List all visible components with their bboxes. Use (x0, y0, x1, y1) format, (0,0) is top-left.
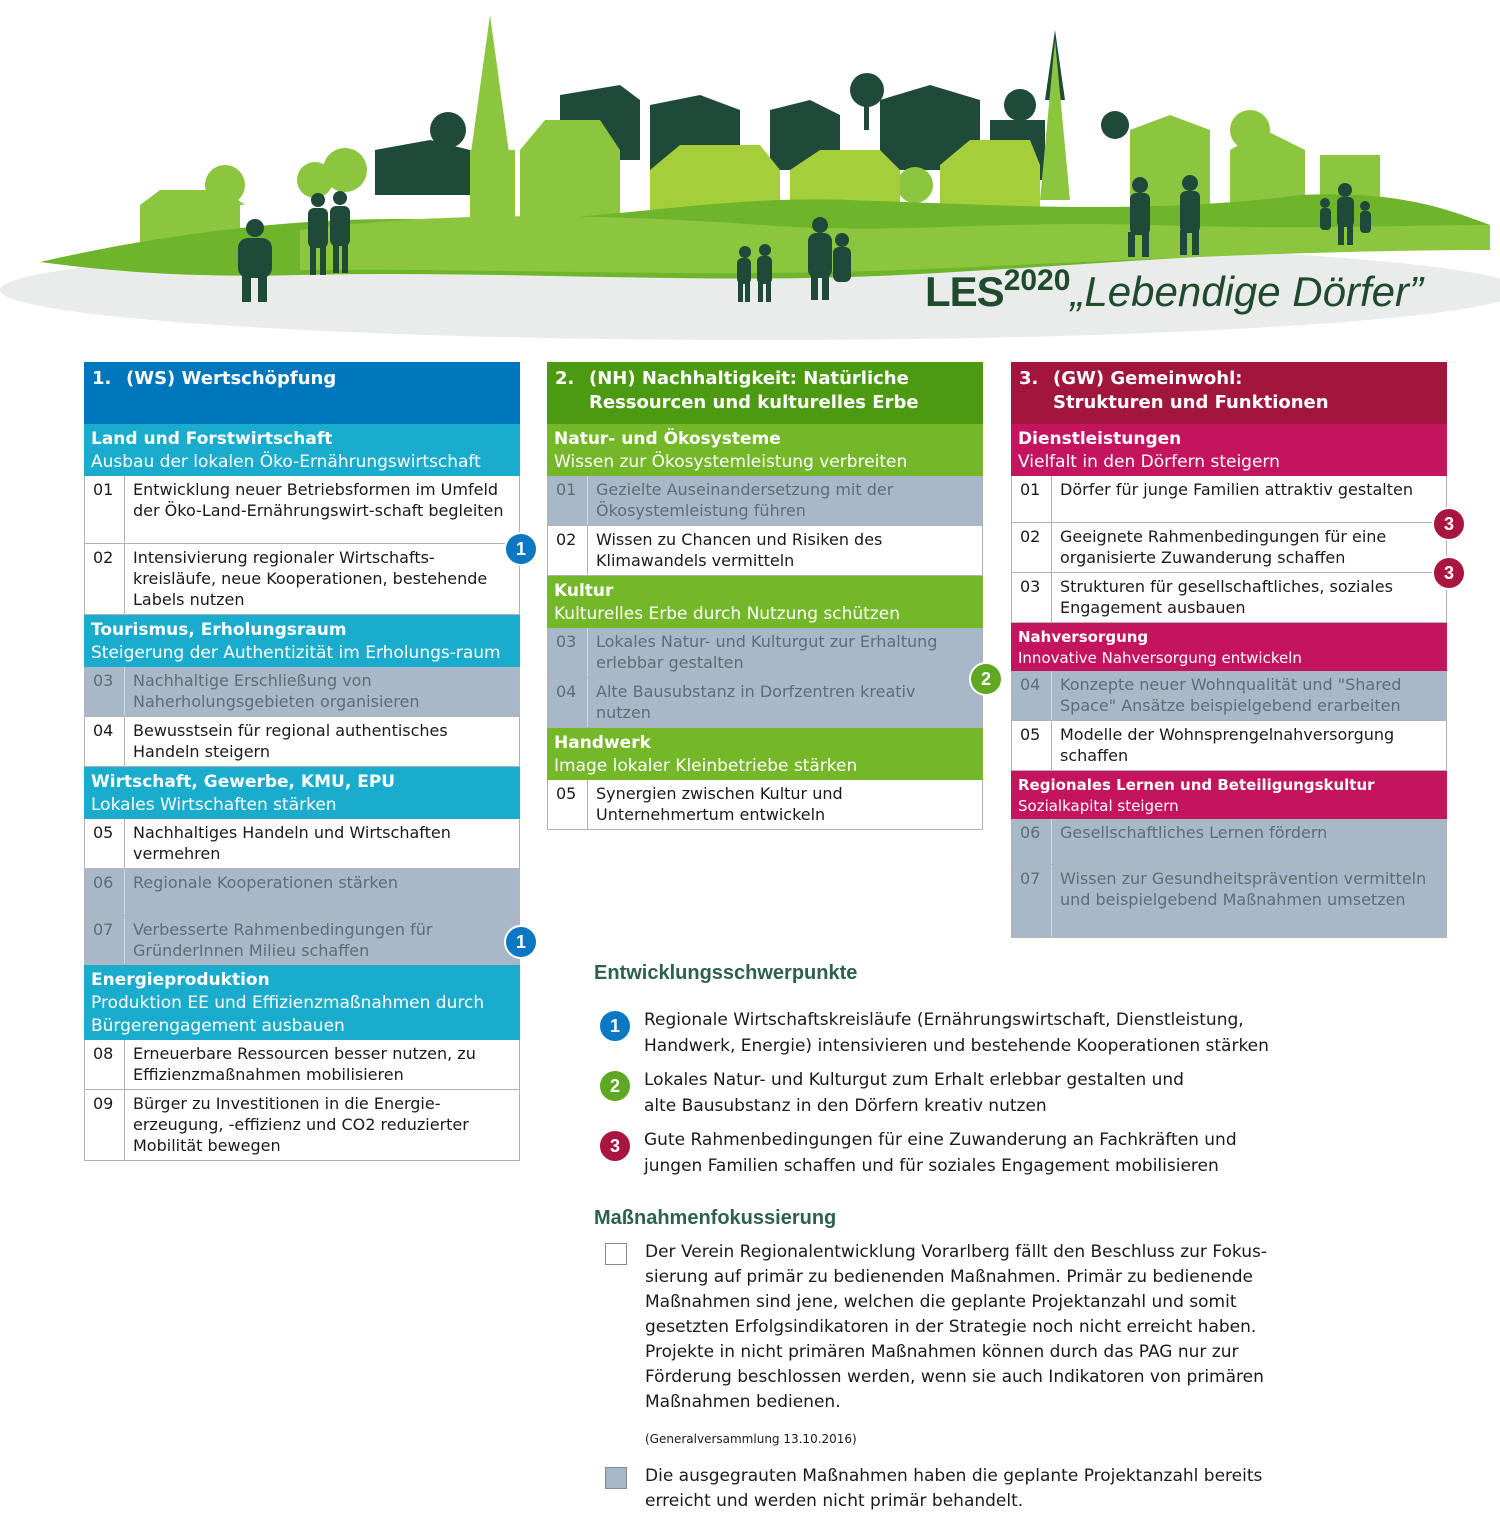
measure-text: Nachhaltiges Handeln und Wirtschaften vermehren (133, 823, 451, 863)
massnahmen-heading: Maßnahmenfokussierung (594, 1207, 837, 1229)
section-subtitle: Kulturelles Erbe durch Nutzung schützen (554, 604, 900, 624)
column-header (84, 362, 520, 424)
section-title: Natur- und Ökosysteme (554, 429, 781, 449)
note-line: gesetzten Erfolgsindikatoren in der Strategie noch nicht erreicht haben. (645, 1317, 1257, 1337)
measure-number: 01 (85, 476, 125, 543)
focus-badge-1: 1 (504, 925, 538, 959)
measure-text: Bewusstsein für regional authentisches Handeln steigern (133, 721, 448, 761)
measure-text: Strukturen für gesellschaftliches, soziales Engagement ausbauen (1060, 577, 1393, 617)
measure-text: Dörfer für junge Familien attraktiv gestalten (1060, 480, 1413, 499)
white-square-legend-icon (605, 1243, 627, 1265)
primary-measures-note (605, 1240, 1285, 1452)
measure-number: 01 (1012, 476, 1052, 522)
column-title: (GW) Gemeinwohl: (1053, 368, 1243, 389)
section-subtitle: Innovative Nahversorgung entwickeln (1018, 649, 1302, 667)
section-title: Land und Forstwirtschaft (91, 429, 333, 449)
section-title: Energieproduktion (91, 970, 270, 990)
column-title: (NH) Nachhaltigkeit: Natürliche (589, 368, 909, 389)
measure-text: Gesellschaftliches Lernen fördern (1060, 823, 1328, 842)
measure-number: 01 (548, 476, 588, 525)
section-subtitle: Ausbau der lokalen Öko-Ernährungswirtschaft (91, 452, 481, 472)
measure-row-greyed (1011, 819, 1447, 865)
column-title-line2: Strukturen und Funktionen (1053, 392, 1329, 413)
column-gemeinwohl (1011, 362, 1447, 938)
section-header (547, 424, 983, 476)
measure-number: 04 (548, 678, 588, 727)
section-title: Kultur (554, 581, 614, 601)
measure-row (84, 1090, 520, 1161)
measure-row-greyed (84, 667, 520, 717)
section-subtitle: Produktion EE und Effizienzmaßnahmen durch Bürgerengagement ausbauen (91, 993, 485, 1036)
measure-text: Wissen zur Gesundheitsprävention vermitteln und beispielgebend Maßnahmen umsetzen (1060, 869, 1427, 909)
measure-number: 05 (85, 819, 125, 868)
measure-text: Lokales Natur- und Kulturgut zur Erhaltung erlebbar gestalten (596, 632, 938, 672)
section-title: Nahversorgung (1018, 628, 1149, 646)
legend-text-line: Gute Rahmenbedingungen für eine Zuwanderung an Fachkräften und (644, 1130, 1237, 1150)
measure-row (547, 780, 983, 830)
measure-text: Regionale Kooperationen stärken (133, 873, 398, 892)
section-header (547, 576, 983, 628)
measure-row (84, 544, 520, 615)
measure-number: 07 (85, 916, 125, 964)
section-subtitle: Lokales Wirtschaften stärken (91, 795, 337, 815)
section-header (1011, 771, 1447, 819)
measure-text: Nachhaltige Erschließung von Naherholungsgebieten organisieren (133, 671, 420, 711)
brand-les: LES (925, 268, 1004, 315)
measure-number: 03 (548, 628, 588, 677)
column-header (547, 362, 983, 424)
measure-number: 06 (85, 869, 125, 915)
section-title: Handwerk (554, 733, 651, 753)
measure-row-greyed (84, 869, 520, 916)
measure-row-greyed (1011, 671, 1447, 721)
legend-item (598, 1067, 1298, 1119)
measure-number: 04 (85, 717, 125, 766)
grey-square-legend-icon (605, 1467, 627, 1489)
column-number: 3. (1019, 368, 1039, 389)
measure-number: 05 (1012, 721, 1052, 770)
section-subtitle: Sozialkapital steigern (1018, 797, 1179, 815)
measure-row-greyed (1011, 865, 1447, 938)
measure-text: Geeignete Rahmenbedingungen für eine organisierte Zuwanderung schaffen (1060, 527, 1387, 567)
measure-text: Synergien zwischen Kultur und Unternehmertum entwickeln (596, 784, 843, 824)
section-header (84, 767, 520, 819)
greyed-measures-note (605, 1464, 1285, 1514)
section-subtitle: Image lokaler Kleinbetriebe stärken (554, 756, 858, 776)
section-header (84, 615, 520, 667)
section-title: Regionales Lernen und Beteiligungskultur (1018, 776, 1375, 794)
measure-row (1011, 523, 1447, 573)
section-header (84, 424, 520, 476)
measure-number: 02 (548, 526, 588, 575)
section-title: Dienstleistungen (1018, 429, 1182, 449)
entwicklung-heading: Entwicklungsschwerpunkte (594, 962, 858, 984)
measure-number: 03 (1012, 573, 1052, 622)
note-line: Der Verein Regionalentwicklung Vorarlberg fällt den Beschluss zur Fokus- (645, 1242, 1267, 1262)
column-header (1011, 362, 1447, 424)
measure-row (84, 717, 520, 767)
legend-text-line: Handwerk, Energie) intensivieren und bestehende Kooperationen stärken (644, 1036, 1269, 1056)
focus-badge-2: 2 (969, 662, 1003, 696)
legend-text-line: Lokales Natur- und Kulturgut zum Erhalt erlebbar gestalten und (644, 1070, 1184, 1090)
section-title: Wirtschaft, Gewerbe, KMU, EPU (91, 772, 396, 792)
note-line: sierung auf primär zu bedienenden Maßnahmen. Primär zu bedienende (645, 1267, 1253, 1287)
measure-text: Verbesserte Rahmenbedingungen für GründerInnen Milieu schaffen (133, 920, 433, 960)
measure-row (1011, 476, 1447, 523)
measure-number: 02 (1012, 523, 1052, 572)
note-line: Maßnahmen bedienen. (645, 1392, 841, 1412)
measure-row (1011, 721, 1447, 771)
measure-text: Gezielte Auseinandersetzung mit der Ökosystemleistung führen (596, 480, 894, 520)
brand-title (925, 264, 1423, 316)
measure-row (84, 476, 520, 544)
section-header (547, 728, 983, 780)
measure-number: 09 (85, 1090, 125, 1160)
section-title: Tourismus, Erholungsraum (91, 620, 347, 640)
legend-text-line: alte Bausubstanz in den Dörfern kreativ nutzen (644, 1096, 1047, 1116)
brand-name: „Lebendige Dörfer” (1070, 268, 1423, 315)
column-title: (WS) Wertschöpfung (126, 368, 337, 389)
measure-number: 02 (85, 544, 125, 614)
measure-text: Bürger zu Investitionen in die Energie-erzeugung, -effizienz und CO2 reduzierter Mobilität bewegen (133, 1094, 469, 1155)
measure-text: Modelle der Wohnsprengelnahversorgung schaffen (1060, 725, 1395, 765)
note-line: Maßnahmen sind jene, welchen die geplante Projektanzahl und somit (645, 1292, 1237, 1312)
measure-row (1011, 573, 1447, 623)
legend-text-line: Regionale Wirtschaftskreisläufe (Ernährungswirtschaft, Dienstleistung, (644, 1010, 1244, 1030)
measure-row (84, 819, 520, 869)
note-line: Die ausgegrauten Maßnahmen haben die geplante Projektanzahl bereits (645, 1466, 1263, 1486)
note-line: erreicht und werden nicht primär behandelt. (645, 1491, 1024, 1511)
measure-number: 03 (85, 667, 125, 716)
section-subtitle: Vielfalt in den Dörfern steigern (1018, 452, 1280, 472)
measure-row-greyed (547, 476, 983, 526)
focus-badge-2: 2 (598, 1069, 632, 1103)
legend-text-line: jungen Familien schaffen und für soziales Engagement mobilisieren (644, 1156, 1219, 1176)
measure-number: 04 (1012, 671, 1052, 720)
focus-badge-1: 1 (504, 532, 538, 566)
focus-badge-3: 3 (1432, 507, 1466, 541)
legend-item (598, 1127, 1298, 1179)
focus-badge-3: 3 (1432, 556, 1466, 590)
measure-row-greyed (84, 916, 520, 965)
measure-number: 05 (548, 780, 588, 829)
measure-row (547, 526, 983, 576)
column-nachhaltigkeit (547, 362, 983, 830)
measure-number: 07 (1012, 865, 1052, 937)
section-header (1011, 623, 1447, 671)
measure-row (84, 1040, 520, 1090)
column-number: 2. (555, 368, 575, 389)
column-title-line2: Ressourcen und kulturelles Erbe (589, 392, 919, 413)
section-header (1011, 424, 1447, 476)
section-subtitle: Steigerung der Authentizität im Erholungs-raum (91, 643, 501, 663)
note-line: Projekte in nicht primären Maßnahmen können durch das PAG nur zur (645, 1342, 1239, 1362)
assembly-date: (Generalversammlung 13.10.2016) (645, 1432, 857, 1446)
measure-text: Entwicklung neuer Betriebsformen im Umfeld der Öko-Land-Ernährungswirt-schaft begleiten (133, 480, 504, 520)
brand-year: 2020 (1003, 264, 1071, 297)
measure-number: 06 (1012, 819, 1052, 864)
section-header (84, 965, 520, 1040)
legend-item (598, 1007, 1298, 1059)
measure-text: Alte Bausubstanz in Dorfzentren kreativ nutzen (596, 682, 916, 722)
measure-row-greyed (547, 678, 983, 728)
measure-text: Erneuerbare Ressourcen besser nutzen, zu Effizienzmaßnahmen mobilisieren (133, 1044, 476, 1084)
measure-number: 08 (85, 1040, 125, 1089)
measure-text: Intensivierung regionaler Wirtschafts-kreisläufe, neue Kooperationen, bestehende Labels nutzen (133, 548, 488, 609)
column-number: 1. (92, 368, 112, 389)
measure-text: Wissen zu Chancen und Risiken des Klimawandels vermitteln (596, 530, 883, 570)
measure-row-greyed (547, 628, 983, 678)
focus-badge-3: 3 (598, 1129, 632, 1163)
focus-badge-1: 1 (598, 1009, 632, 1043)
column-wertschoepfung (84, 362, 520, 1161)
measure-text: Konzepte neuer Wohnqualität und "Shared Space" Ansätze beispielgebend erarbeiten (1060, 675, 1402, 715)
note-line: Förderung beschlossen werden, wenn sie auch Indikatoren von primären (645, 1367, 1264, 1387)
section-subtitle: Wissen zur Ökosystemleistung verbreiten (554, 452, 908, 472)
